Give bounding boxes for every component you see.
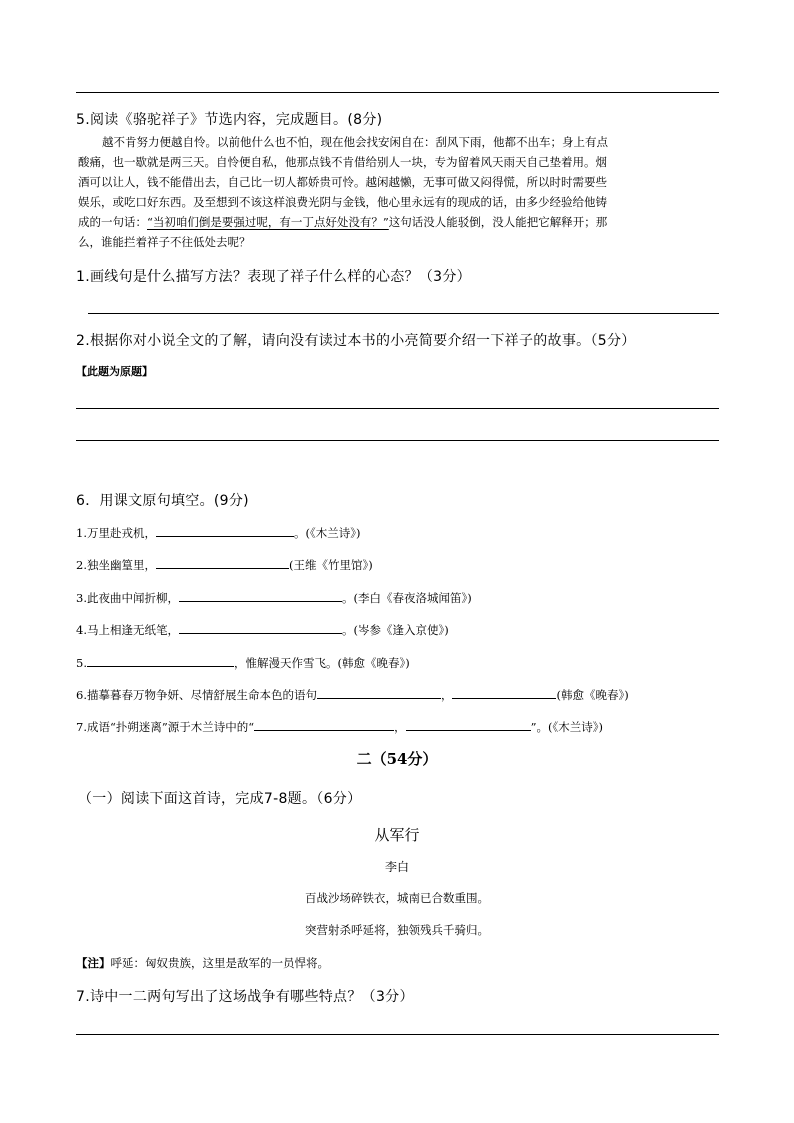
- poem-line: 百战沙场碎铁衣，城南已合数重围。: [305, 891, 489, 905]
- passage-line: 娱乐，或吃口好东西。及至想到不该这样浪费光阴与金钱，他心里永远有的现成的话，由多少经验给他铸: [78, 195, 607, 209]
- answer-line[interactable]: [76, 408, 719, 409]
- passage-text: 这句话没人能驳倒，没人能把它解释开；那: [388, 215, 608, 229]
- fill-blank[interactable]: [87, 654, 234, 667]
- underlined-sentence: “当初咱们倒是要强过呢，有一丁点好处没有？”: [147, 215, 389, 229]
- note-label: 【注】: [76, 956, 111, 970]
- original-question-note: 【此题为原题】: [76, 365, 153, 378]
- fill-blank[interactable]: [179, 589, 342, 602]
- fill-item-3: 3.此夜曲中闻折柳， 。(李白《春夜洛城闻笛》): [76, 591, 472, 605]
- passage-line: 越不肯努力便越自怜。以前他什么也不怕，现在他会找安闲自在：刮风下雨，他都不出车；身上有点: [102, 135, 608, 149]
- top-divider: [76, 92, 719, 93]
- answer-line[interactable]: [76, 440, 719, 441]
- section-heading: 二（54分）: [356, 750, 438, 768]
- passage-line: 酸痛，也一歇就是两三天。自怜便自私，他那点钱不肯借给别人一块，专为留着风天雨天自己垫着用。烟: [78, 155, 607, 169]
- section-intro: （一）阅读下面这首诗，完成7-8题。（6分）: [78, 791, 362, 807]
- poem-author: 李白: [384, 860, 409, 874]
- fill-item-1: 1.万里赴戎机， 。(《木兰诗》): [76, 526, 361, 540]
- poem-title: 从军行: [374, 826, 420, 844]
- fill-blank[interactable]: [317, 686, 441, 699]
- fill-blank[interactable]: [452, 686, 556, 699]
- question-7: 7.诗中一二两句写出了这场战争有哪些特点？（3分）: [76, 989, 414, 1005]
- fill-item-5: 5. ，惟解漫天作雪飞。(韩愈《晚春》): [76, 656, 410, 670]
- fill-item-2: 2.独坐幽篁里， (王维《竹里馆》): [76, 558, 373, 572]
- fill-blank[interactable]: [156, 524, 294, 537]
- poem-line: 突营射杀呼延将，独领残兵千骑归。: [305, 923, 489, 937]
- fill-blank[interactable]: [156, 556, 289, 569]
- answer-line[interactable]: [88, 313, 719, 314]
- poem-note: [76, 955, 329, 971]
- fill-blank[interactable]: [406, 718, 531, 731]
- passage-line: 么，谁能拦着祥子不往低处去呢？: [78, 235, 251, 249]
- fill-item-6: 6.描摹暮春万物争妍、尽情舒展生命本色的语句 ， (韩愈《晚春》): [76, 688, 629, 702]
- question-5-title: 5.阅读《骆驼祥子》节选内容，完成题目。(8分): [76, 112, 383, 128]
- question-5-sub-2: 2.根据你对小说全文的了解，请向没有读过本书的小亮简要介绍一下祥子的故事。（5分）: [76, 333, 636, 349]
- fill-blank[interactable]: [179, 621, 342, 634]
- fill-blank[interactable]: [254, 718, 394, 731]
- passage-line: [78, 212, 718, 232]
- answer-line[interactable]: [76, 1034, 719, 1035]
- fill-item-7: 7.成语“扑朔迷离”源于木兰诗中的“ ， ”。(《木兰诗》): [76, 720, 603, 734]
- passage-line: 酒可以让人，钱不能借出去，自己比一切人都娇贵可怜。越闲越懒，无事可做又闷得慌，所以时时需要些: [78, 175, 607, 189]
- question-6-title: 6．用课文原句填空。(9分): [76, 493, 249, 509]
- note-text: 呼延：匈奴贵族，这里是敌军的一员悍将。: [110, 956, 329, 970]
- question-5-sub-1: 1.画线句是什么描写方法？表现了祥子什么样的心态？（3分）: [76, 269, 471, 285]
- passage-text: 成的一句话：: [78, 215, 147, 229]
- passage: [78, 132, 718, 252]
- fill-item-4: 4.马上相逢无纸笔， 。(岑参《逢入京使》): [76, 623, 449, 637]
